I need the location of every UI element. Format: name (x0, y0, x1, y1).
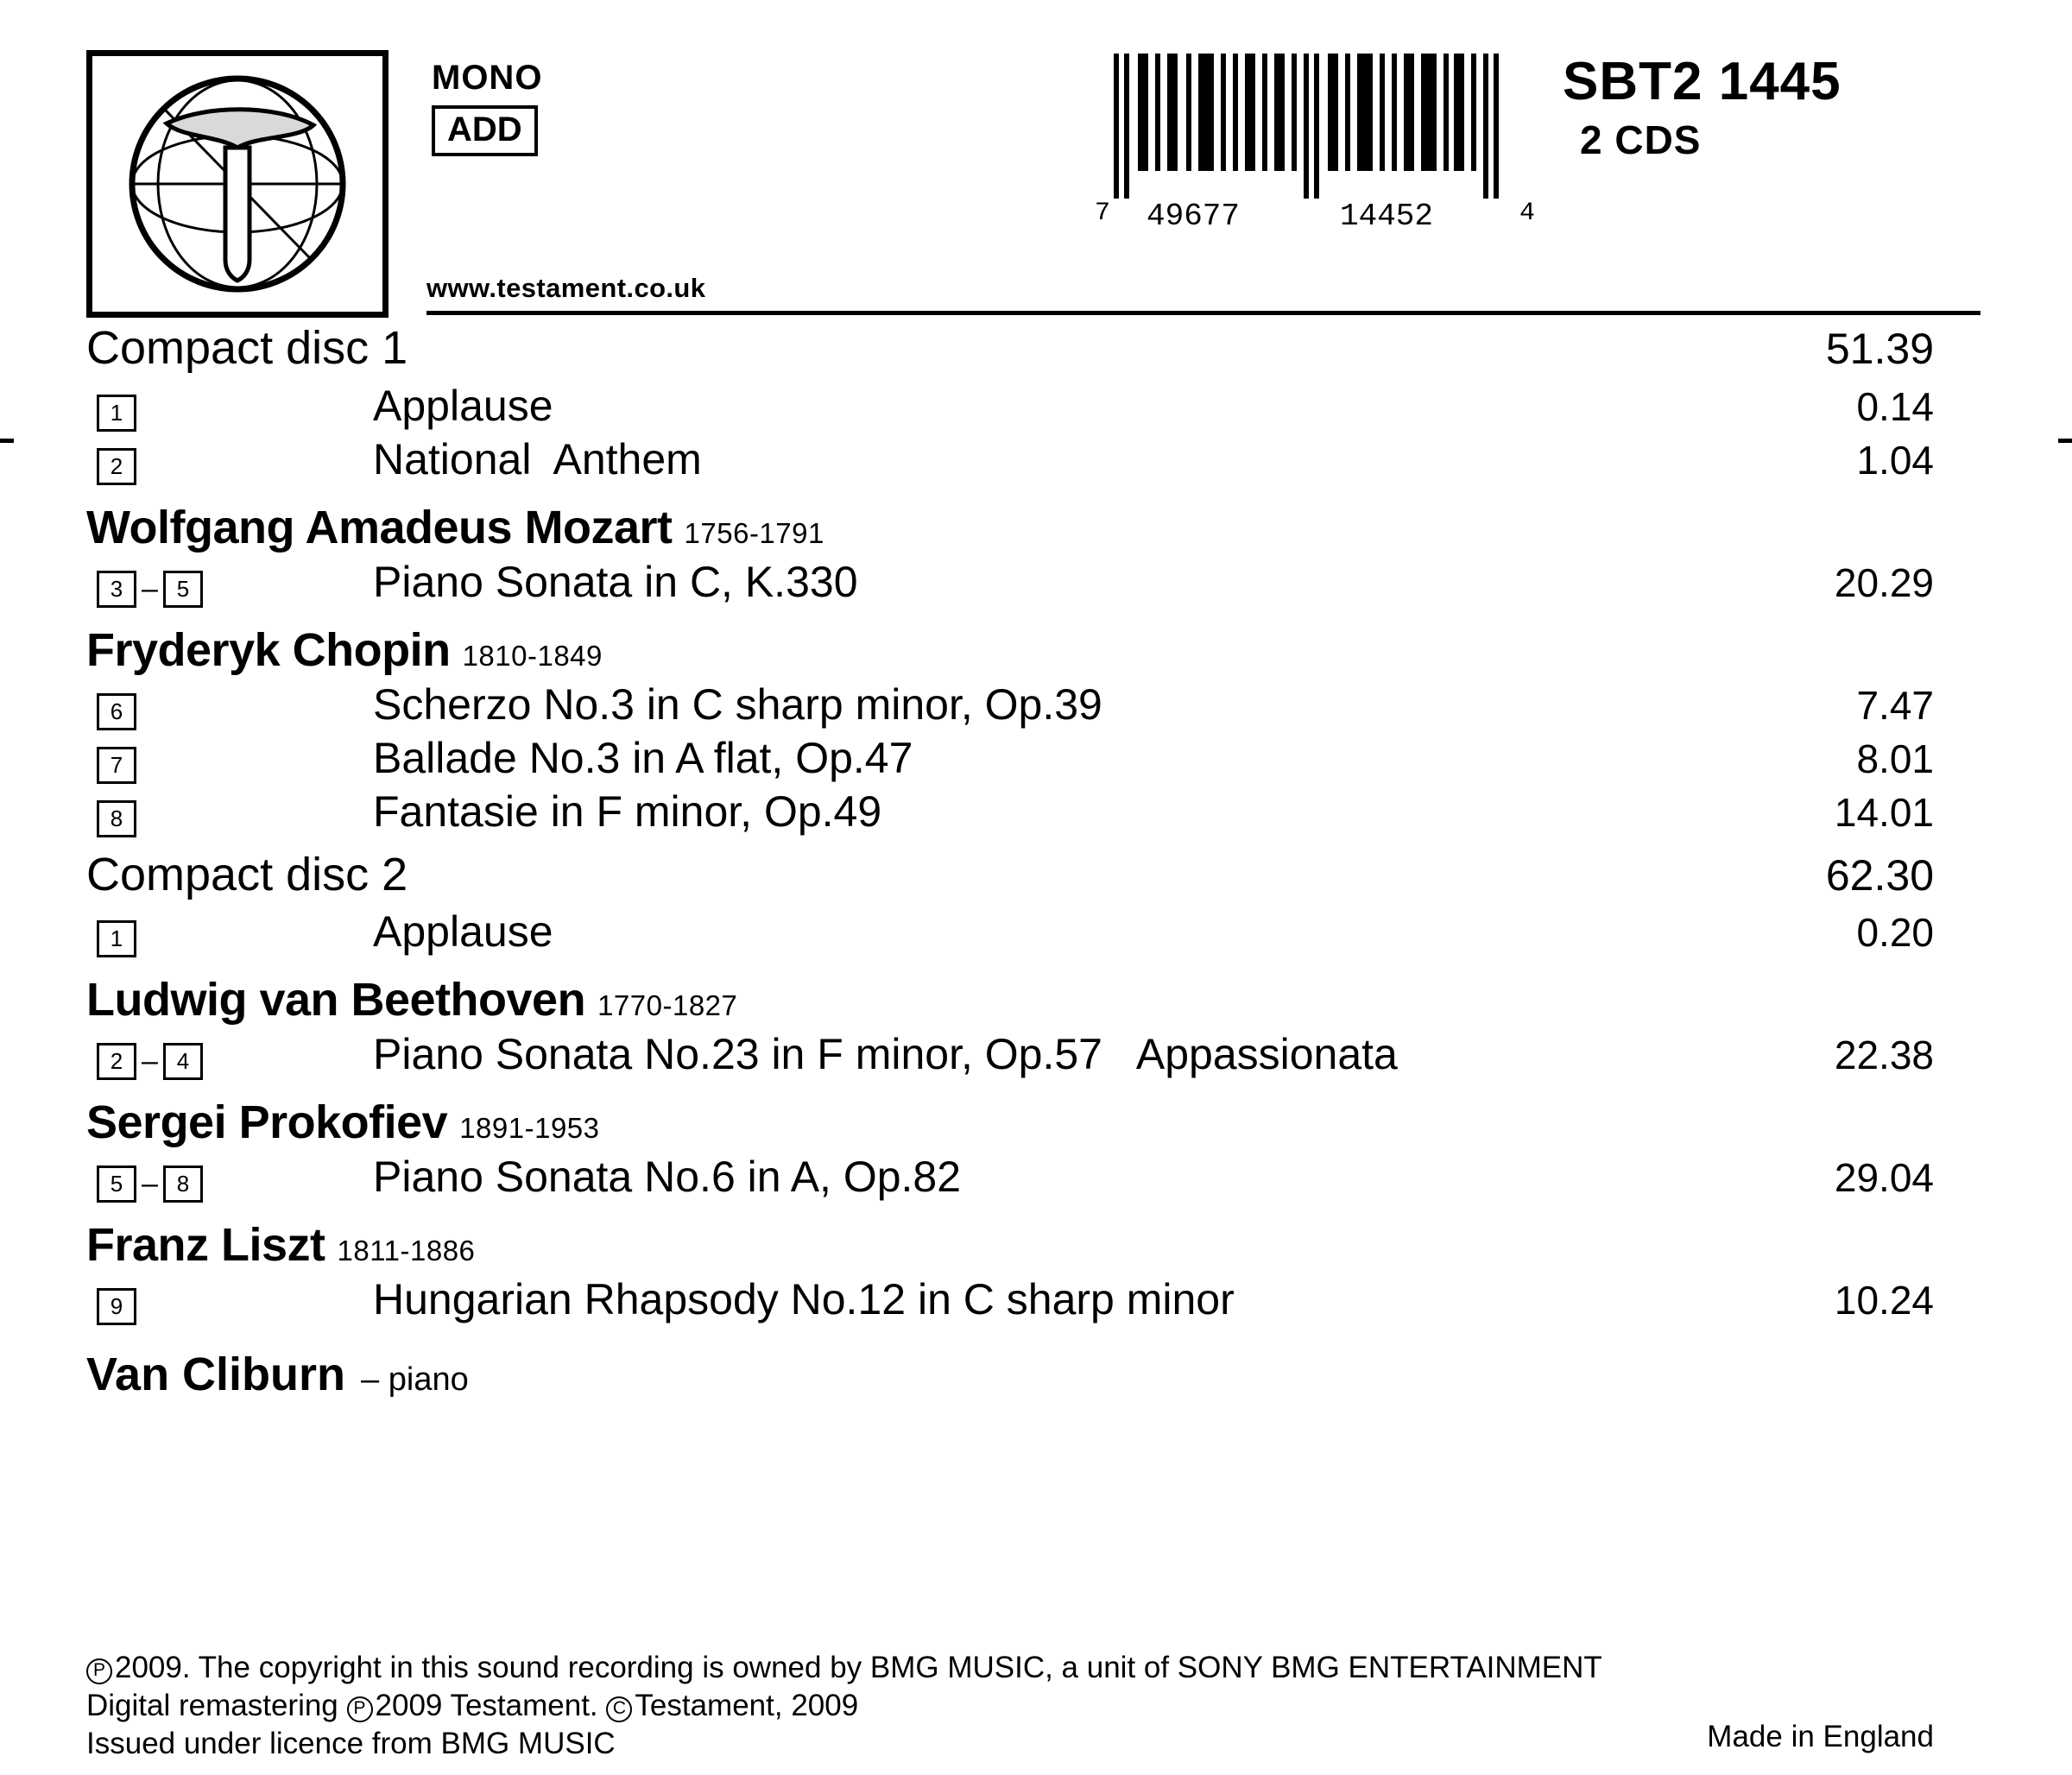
disc-header (86, 321, 1934, 376)
track-duration: 10.24 (1834, 1278, 1934, 1323)
track-row (86, 786, 1934, 837)
track-listing (0, 321, 2072, 1401)
track-title: Piano Sonata No.6 in A, Op.82 (373, 1153, 962, 1202)
track-title: Hungarian Rhapsody No.12 in C sharp minor (373, 1275, 1235, 1324)
track-title: National Anthem (373, 434, 702, 483)
track-number-end: 8 (163, 1165, 203, 1203)
header (0, 0, 2072, 311)
track-duration: 8.01 (1856, 736, 1934, 781)
track-title: Piano Sonata in C, K.330 (373, 557, 858, 606)
p-symbol-icon-2: P (347, 1696, 373, 1722)
track-range-dash: – (142, 1167, 158, 1201)
composer-dates: 1770-1827 (597, 989, 738, 1022)
disc-title: Compact disc 1 (86, 322, 408, 374)
composer-name: Sergei Prokofiev (86, 1096, 448, 1149)
composer-name: Wolfgang Amadeus Mozart (86, 501, 673, 553)
track-title: Applause (373, 907, 553, 957)
testament-logo-icon (129, 75, 346, 293)
footer-line-2-a: Digital remastering (86, 1688, 338, 1722)
disc-duration: 51.39 (1825, 325, 1934, 373)
track-number: 7 (97, 747, 136, 784)
barcode (1095, 54, 1536, 238)
track-number: 2 (97, 448, 136, 485)
disc-title: Compact disc 2 (86, 848, 408, 900)
track-row (86, 1151, 1934, 1203)
track-row (86, 1273, 1934, 1325)
composer-dates: 1891-1953 (459, 1112, 600, 1145)
composer-heading (86, 1218, 1934, 1272)
track-row (86, 906, 1934, 957)
barcode-digit-group2: 14452 (1340, 199, 1434, 234)
website-url: www.testament.co.uk (426, 273, 706, 303)
track-number-end: 4 (163, 1043, 203, 1080)
track-number-cell (86, 747, 373, 784)
track-number: 1 (97, 395, 136, 432)
track-duration: 1.04 (1856, 437, 1934, 483)
track-duration: 0.20 (1856, 910, 1934, 956)
track-number: 9 (97, 1288, 136, 1325)
footer-line-3-text: Issued under licence from BMG MUSIC (86, 1726, 616, 1760)
track-number: 6 (97, 693, 136, 730)
track-number-cell (86, 1043, 373, 1080)
track-number: 3 (97, 571, 136, 608)
barcode-digits (1095, 199, 1536, 238)
disc-count: 2 CDS (1580, 117, 1702, 163)
track-range-dash: – (142, 572, 158, 605)
composer-dates: 1810-1849 (462, 639, 603, 672)
track-number: 1 (97, 920, 136, 957)
copyright-footer (86, 1649, 2020, 1763)
track-number: 5 (97, 1165, 136, 1203)
track-row (86, 556, 1934, 608)
track-number-cell (86, 448, 373, 485)
track-duration: 7.47 (1856, 682, 1934, 728)
composer-name: Ludwig van Beethoven (86, 974, 586, 1026)
composer-heading (86, 501, 1934, 554)
performer (86, 1348, 1934, 1401)
track-title: Applause (373, 381, 553, 430)
testament-logo (86, 50, 388, 318)
track-number-end: 5 (163, 571, 203, 608)
c-symbol-icon: C (606, 1696, 632, 1722)
barcode-bars (1114, 54, 1511, 199)
composer-name: Fryderyk Chopin (86, 623, 451, 676)
track-range-dash: – (142, 1045, 158, 1078)
disc-duration: 62.30 (1825, 850, 1934, 900)
track-row (86, 732, 1934, 784)
footer-line-2-b: 2009 Testament. (375, 1688, 598, 1722)
add-label: ADD (432, 105, 538, 156)
track-row (86, 380, 1934, 432)
composer-name: Franz Liszt (86, 1219, 325, 1272)
track-duration: 29.04 (1834, 1155, 1934, 1201)
track-duration: 14.01 (1834, 789, 1934, 835)
footer-line-2-c: Testament, 2009 (635, 1688, 859, 1722)
performer-role: – piano (361, 1361, 469, 1399)
track-number-cell (86, 1288, 373, 1325)
track-title: Ballade No.3 in A flat, Op.47 (373, 733, 913, 782)
track-row (86, 679, 1934, 730)
barcode-digit-group1: 49677 (1147, 199, 1241, 234)
composer-dates: 1756-1791 (684, 516, 824, 549)
barcode-digit-right: 4 (1519, 199, 1536, 228)
footer-line-1-text: 2009. The copyright in this sound recording is owned by BMG MUSIC, a unit of SONY BMG ENTERTAINMENT (115, 1650, 1602, 1684)
track-row (86, 1028, 1934, 1080)
track-number: 2 (97, 1043, 136, 1080)
p-symbol-icon: P (86, 1658, 112, 1684)
composer-dates: 1811-1886 (337, 1235, 476, 1267)
format-labels (432, 60, 656, 156)
track-duration: 22.38 (1834, 1033, 1934, 1078)
track-title: Fantasie in F minor, Op.49 (373, 786, 882, 836)
track-number-cell (86, 571, 373, 608)
performer-name: Van Cliburn (86, 1349, 346, 1401)
composer-heading (86, 973, 1934, 1026)
track-number-cell (86, 800, 373, 837)
track-number-cell (86, 395, 373, 432)
footer-line-3 (86, 1719, 2020, 1763)
barcode-digit-left: 7 (1095, 199, 1111, 228)
track-number: 8 (97, 800, 136, 837)
track-number-cell (86, 920, 373, 957)
catalog-info (1563, 54, 1977, 163)
track-number-cell (86, 693, 373, 730)
track-duration: 0.14 (1856, 383, 1934, 429)
track-row (86, 433, 1934, 485)
mono-label: MONO (432, 59, 543, 97)
made-in-label: Made in England (1707, 1719, 1934, 1753)
disc-header (86, 848, 1934, 903)
footer-line-1 (86, 1649, 2020, 1687)
track-title: Scherzo No.3 in C sharp minor, Op.39 (373, 679, 1102, 729)
track-title: Piano Sonata No.23 in F minor, Op.57 Appassionata (373, 1030, 1398, 1079)
track-duration: 20.29 (1834, 559, 1934, 605)
track-number-cell (86, 1165, 373, 1203)
composer-heading (86, 1096, 1934, 1149)
composer-heading (86, 623, 1934, 677)
catalog-number: SBT2 1445 (1563, 52, 1841, 111)
header-divider (426, 311, 1980, 315)
